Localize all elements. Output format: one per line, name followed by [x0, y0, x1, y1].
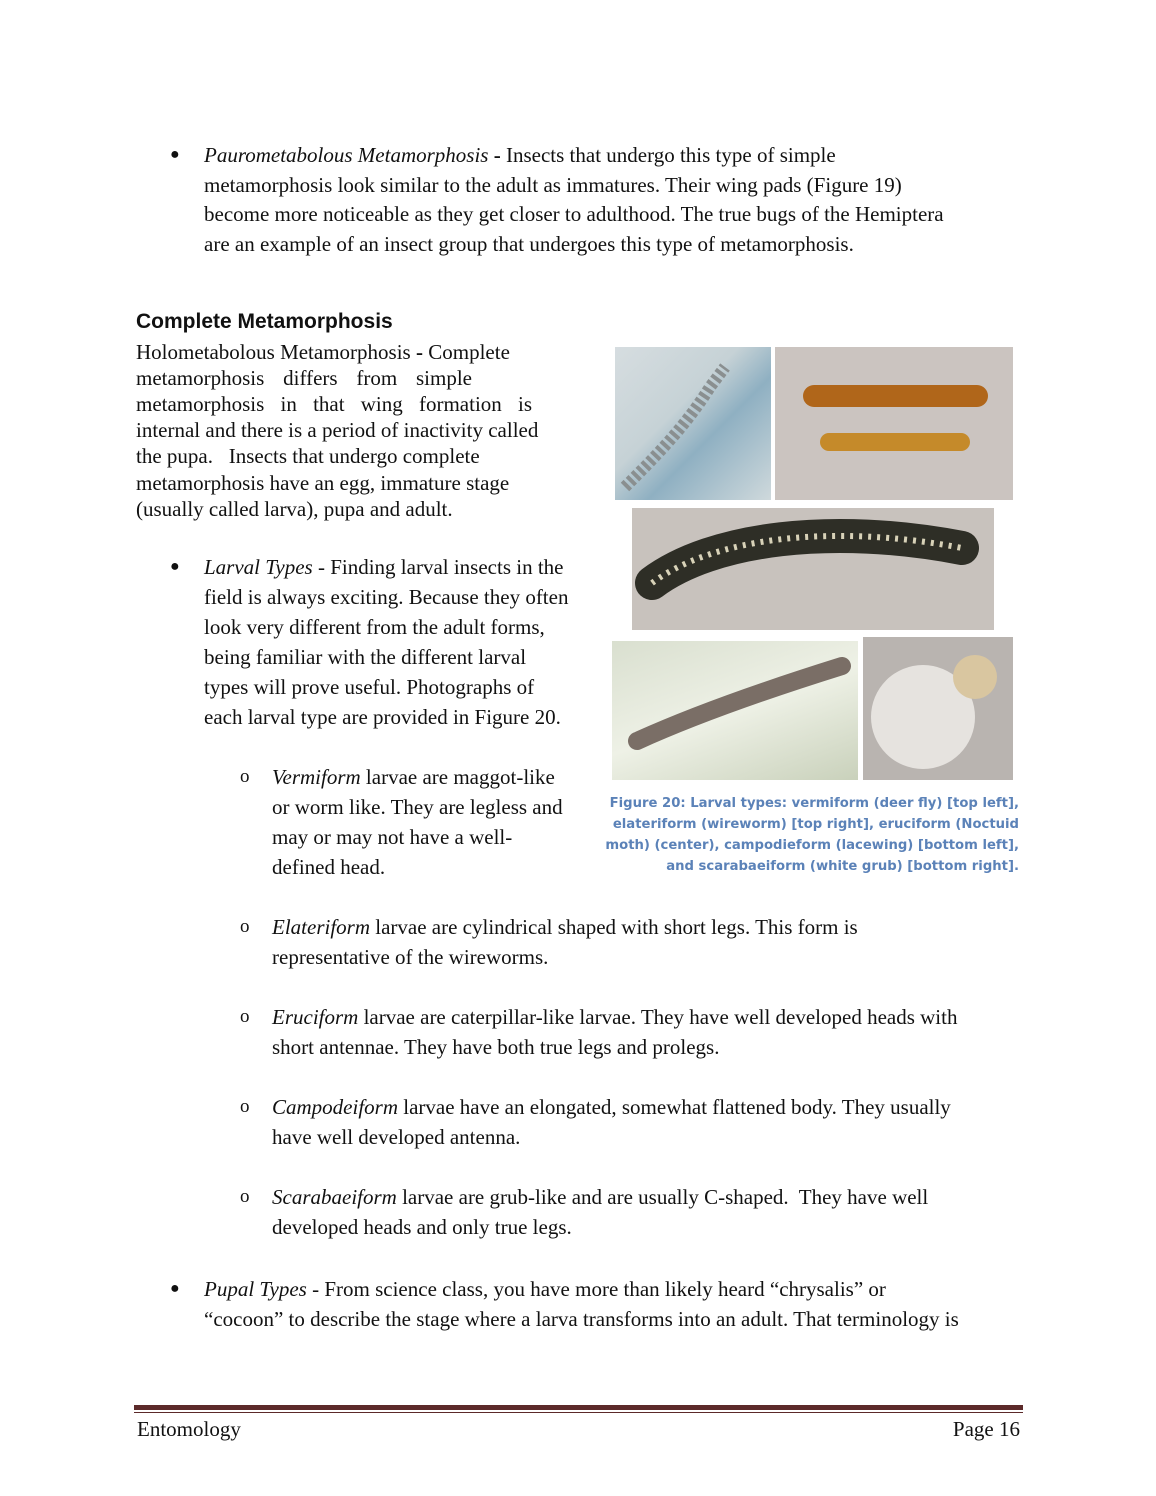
eruciform-photo [632, 508, 994, 630]
footer-title: Entomology [137, 1417, 241, 1441]
vermiform-line-2: or worm like. They are legless and [272, 795, 563, 819]
elateriform-line-2: representative of the wireworms. [272, 945, 549, 969]
page-number: Page 16 [952, 1417, 1020, 1441]
sub-bullet-icon: o [240, 1096, 250, 1117]
elateriform-line-1: Elateriform larvae are cylindrical shaped with short legs. This form is [272, 915, 858, 939]
campodeiform-line-1: Campodeiform larvae have an elongated, somewhat flattened body. They usually [272, 1095, 951, 1119]
pauro-line-4: are an example of an insect group that undergoes this type of metamorphosis. [204, 232, 854, 256]
holo-line-1: Holometabolous Metamorphosis - Complete [136, 340, 510, 364]
pupal-line-2: “cocoon” to describe the stage where a larva transforms into an adult. That terminology is [204, 1307, 959, 1331]
bullet-icon: ● [170, 1280, 180, 1297]
larval-line-3: look very different from the adult forms, [204, 615, 545, 639]
pupal-line-1: Pupal Types - From science class, you have more than likely heard “chrysalis” or [204, 1277, 886, 1301]
scarabaeiform-photo [863, 637, 1013, 780]
section-heading: Complete Metamorphosis [136, 310, 393, 333]
pauro-line-3: become more noticeable as they get closer to adulthood. The true bugs of the Hemiptera [204, 202, 944, 226]
holo-line-7: (usually called larva), pupa and adult. [136, 497, 453, 521]
footer-rule-thick [134, 1405, 1023, 1410]
sub-bullet-icon: o [240, 766, 250, 787]
bullet-icon: ● [170, 558, 180, 575]
sub-bullet-icon: o [240, 916, 250, 937]
eruciform-line-1: Eruciform larvae are caterpillar-like larvae. They have well developed heads with [272, 1005, 958, 1029]
larval-line-1: Larval Types - Finding larval insects in the [204, 555, 564, 579]
campodeiform-photo [612, 641, 858, 780]
pauro-term: Paurometabolous Metamorphosis [204, 143, 489, 167]
vermiform-photo [615, 347, 771, 500]
holo-line-2: metamorphosis differs from simple [136, 366, 472, 390]
bullet-icon: ● [170, 146, 180, 163]
sub-bullet-icon: o [240, 1006, 250, 1027]
pauro-line-2: metamorphosis look similar to the adult as immatures. Their wing pads (Figure 19) [204, 173, 902, 197]
sub-bullet-icon: o [240, 1186, 250, 1207]
campodeiform-line-2: have well developed antenna. [272, 1125, 521, 1149]
pauro-line-1: Paurometabolous Metamorphosis - Insects that undergo this type of simple [204, 143, 836, 167]
eruciform-line-2: short antennae. They have both true legs and prolegs. [272, 1035, 720, 1059]
holo-line-3: metamorphosis in that wing formation is [136, 392, 532, 416]
holo-line-5: the pupa. Insects that undergo complete [136, 444, 480, 468]
figure-caption: Figure 20: Larval types: vermiform (deer fly) [top left], elateriform (wireworm) [top right], eruciform (Noctuid moth) (center), campodieform (lacewing) [bottom left], and scarabaeiform (white grub) [bottom right]. [605, 796, 1019, 874]
vermiform-line-3: may or may not have a well- [272, 825, 513, 849]
vermiform-line-1: Vermiform larvae are maggot-like [272, 765, 555, 789]
larval-line-5: types will prove useful. Photographs of [204, 675, 535, 699]
holo-line-6: metamorphosis have an egg, immature stage [136, 471, 510, 495]
larval-line-6: each larval type are provided in Figure 20. [204, 705, 561, 729]
scarabaeiform-line-1: Scarabaeiform larvae are grub-like and are usually C-shaped. They have well [272, 1185, 929, 1209]
larval-line-2: field is always exciting. Because they often [204, 585, 569, 609]
vermiform-line-4: defined head. [272, 855, 386, 879]
footer-rule-thin [134, 1412, 1023, 1413]
larval-line-4: being familiar with the different larval [204, 645, 527, 669]
scarabaeiform-line-2: developed heads and only true legs. [272, 1215, 572, 1239]
elateriform-photo [775, 347, 1013, 500]
holo-line-4: internal and there is a period of inactivity called [136, 418, 539, 442]
